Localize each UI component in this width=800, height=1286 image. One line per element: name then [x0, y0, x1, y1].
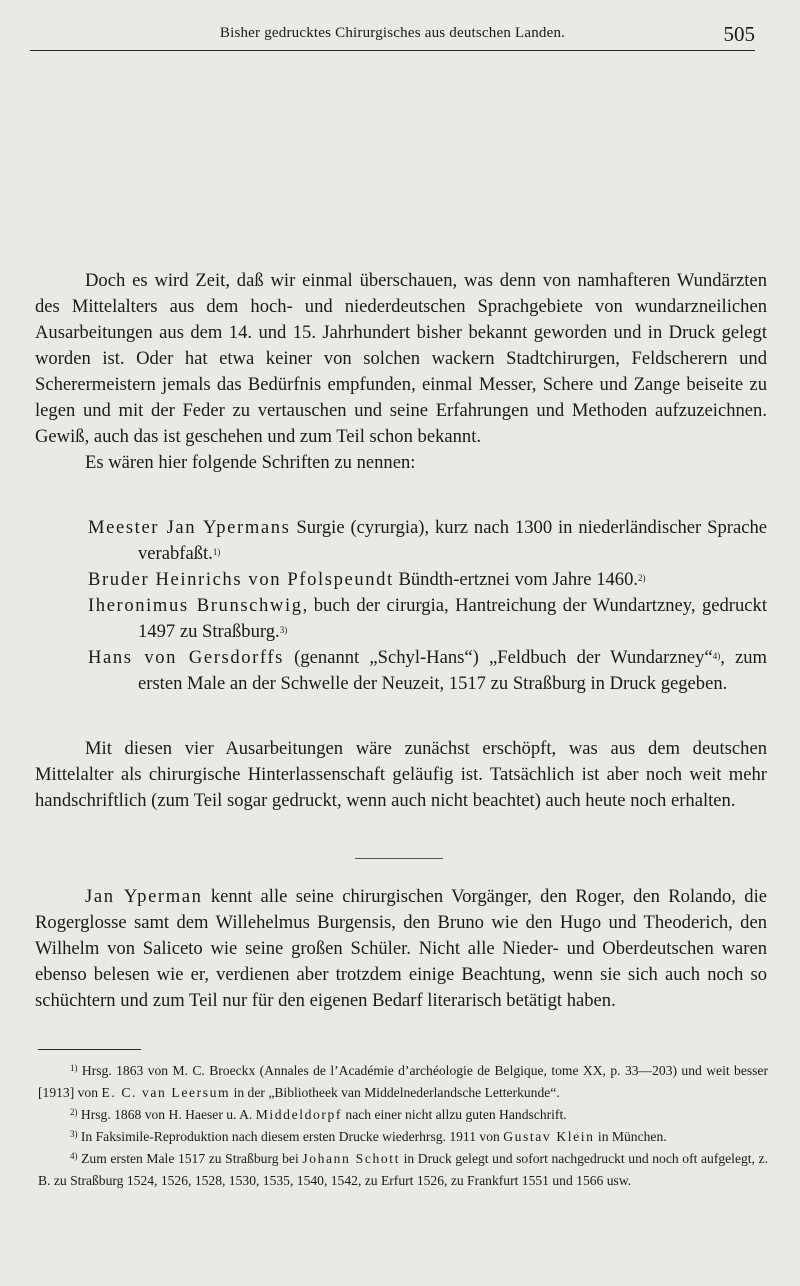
footnote-ref: 2) [638, 573, 646, 583]
footnote-ref: 3) [279, 625, 288, 635]
entry-text-continued: , zum ersten Male an der Schwelle der Neuzeit, 1517 zu Straßburg in Druck gegeben. [138, 647, 768, 694]
footnote-ref: 4) [712, 651, 721, 661]
footnote [38, 1126, 768, 1148]
footnotes [38, 1060, 768, 1192]
footnote-text: In Faksimile-Reproduktion nach diesem ersten Drucke wiederhrsg. 1911 von [77, 1129, 504, 1144]
footnote-name: Gustav Klein [503, 1129, 595, 1144]
footnote-text: nach einer nicht allzu guten Handschrift. [342, 1107, 567, 1122]
footnote-mark: 3) [70, 1129, 78, 1139]
footnote-text: Hrsg. 1868 von H. Haeser u. A. [77, 1107, 256, 1122]
list-item [88, 515, 767, 567]
footnote-mark: 1) [70, 1063, 78, 1073]
footnote-mark: 4) [70, 1151, 78, 1161]
entry-author: Bruder Heinrichs von Pfolspeundt [88, 569, 394, 590]
page-number: 505 [723, 22, 755, 46]
footnote-name: Johann Schott [302, 1151, 400, 1166]
list-item [88, 593, 767, 645]
running-title: Bisher gedrucktes Chirurgisches aus deutschen Landen. [219, 25, 566, 41]
section-divider [355, 858, 443, 859]
entry-text: (genannt „Schyl-Hans“) „Feldbuch der Wundarzney“ [284, 647, 713, 668]
footnote-ref: 1) [212, 547, 221, 557]
footnote [38, 1148, 768, 1192]
paragraph-text: kennt alle seine chirurgischen Vorgänger, den Roger, den Rolando, die Rogerglosse samt dem Willehelmus Burgensis, den Bruno wie den Hugo und Theoderich, den Wilhelm von Saliceto wie seine großen Schüler. Nicht alle Nieder- und Oberdeutschen waren ebenso belesen wie er, verdienen aber trotzdem einige Beachtung, wenn sie sich auch noch so schüchtern und zum Teil nur für den eigenen Bedarf literarisch betätigt haben. [35, 886, 767, 1011]
paragraph-summary: Mit diesen vier Ausarbeitungen wäre zunächst erschöpft, was aus dem deutschen Mittelalter als chirurgische Hinterlassenschaft geläufig ist. Tatsächlich ist aber noch weit mehr handschriftlich (zum Teil sogar gedruckt, wenn auch nicht beachtet) auch heute noch erhalten. [35, 738, 767, 811]
paragraph-intro: Doch es wird Zeit, daß wir einmal überschauen, was denn von namhafteren Wundärzten des Mittelalters aus dem hoch- und niederdeutschen Sprachgebiete von wundarzneilichen Ausarbeitungen aus dem 14. und 15. Jahrhundert bisher bekannt geworden und in Druck gelegt worden ist. Oder hat etwa keiner von solchen wackern Stadtchirurgen, Feldscherern und Scherermeistern jemals das Bedürfnis empfunden, einmal Messer, Schere und Zange beiseite zu legen und mit der Feder zu vertauschen und seine Erfahrungen und Methoden aufzuzeichnen. Gewiß, auch das ist geschehen und zum Teil schon bekannt. [35, 270, 767, 447]
entry-author: Meester Jan Ypermans [88, 517, 291, 538]
yperman-section [35, 884, 767, 1014]
footnote-divider [38, 1049, 141, 1050]
footnote [38, 1104, 768, 1126]
paragraph-yperman [35, 884, 767, 1014]
footnote-name: E. C. van Leersum [101, 1085, 231, 1100]
footnote-text: in Druck gelegt und sofort nachgedruckt und noch oft aufgelegt, z. B. zu Straßburg 1524, 1526, 1528, 1530, 1535, 1540, 1542, zu Erfurt 1526, zu Frankfurt 1551 und 1566 usw. [38, 1151, 768, 1188]
list-item [88, 645, 767, 697]
entry-text: Surgie (cyrurgia), kurz nach 1300 in niederländischer Sprache verabfaßt. [138, 517, 767, 564]
footnote-mark: 2) [70, 1107, 78, 1117]
footnote-text: Zum ersten Male 1517 zu Straßburg bei [77, 1151, 303, 1166]
intro-section [35, 268, 767, 476]
entry-author: Hans von Gersdorffs [88, 647, 285, 668]
paragraph-list-lead: Es wären hier folgende Schriften zu nennen: [85, 452, 416, 473]
entry-text: , buch der cirurgia, Hantreichung der Wundartzney, gedruckt 1497 zu Straßburg. [138, 595, 767, 642]
footnote [38, 1060, 768, 1104]
writings-list [88, 515, 767, 697]
summary-section [35, 736, 767, 814]
running-header [30, 20, 755, 51]
person-name: Jan Yperman [85, 886, 203, 907]
entry-text: Bündth-ertznei vom Jahre 1460. [393, 569, 639, 590]
footnote-name: Middeldorpf [255, 1107, 343, 1122]
footnote-text: in der „Bibliotheek van Middelnederlandsche Letterkunde“. [230, 1085, 560, 1100]
list-item [88, 567, 767, 593]
entry-author: Iheronimus Brunschwig [88, 595, 303, 616]
footnote-text: in München. [594, 1129, 667, 1144]
footnote-text: Hrsg. 1863 von M. C. Broeckx (Annales de l’Académie d’archéologie de Belgique, tome XX, p. 33—203) und weit besser [1913] von [38, 1063, 768, 1100]
